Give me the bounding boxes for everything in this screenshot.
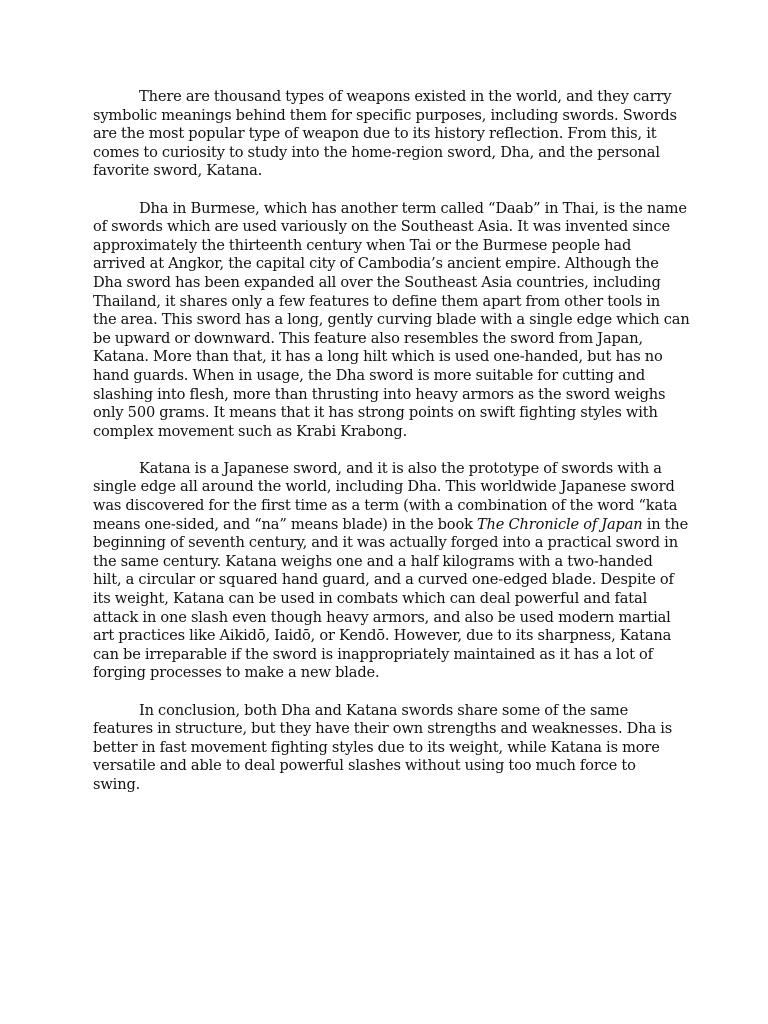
text-line: single edge all around the world, including Dha. This worldwide Japanese sword: [93, 478, 675, 496]
text-line: be upward or downward. This feature also resembles the sword from Japan,: [93, 329, 643, 347]
text-line: was discovered for the first time as a term (with a combination of the word “kata: [93, 497, 678, 515]
text-line: approximately the thirteenth century when Tai or the Burmese people had: [93, 236, 632, 254]
text-line: hand guards. When in usage, the Dha sword is more suitable for cutting and: [93, 366, 646, 384]
text-line: arrived at Angkor, the capital city of Cambodia’s ancient empire. Although the: [93, 255, 659, 273]
paragraph-intro: [93, 88, 675, 181]
text-line: symbolic meanings behind them for specific purposes, including swords. Swords: [93, 106, 677, 124]
text-line: In conclusion, both Dha and Katana swords share some of the same: [139, 701, 629, 719]
text-line: attack in one slash even though heavy armors, and also be used modern martial: [93, 608, 671, 626]
text-line: forging processes to make a new blade.: [93, 664, 380, 682]
text-line: its weight, Katana can be used in combats which can deal powerful and fatal: [93, 590, 648, 608]
text-line: can be irreparable if the sword is inappropriately maintained as it has a lot of: [93, 645, 653, 663]
text-line: hilt, a circular or squared hand guard, and a curved one-edged blade. Despite of: [93, 571, 674, 589]
book-title: The Chronicle of Japan: [476, 515, 643, 533]
text-fragment: means one-sided, and “na” means blade) in the book: [93, 515, 477, 533]
text-line: Dha sword has been expanded all over the Southeast Asia countries, including: [93, 273, 661, 291]
document-page: [93, 88, 690, 813]
text-line: the same century. Katana weighs one and a half kilograms with a two-handed: [93, 552, 653, 570]
text-line: complex movement such as Krabi Krabong.: [93, 422, 408, 440]
text-line: There are thousand types of weapons existed in the world, and they carry: [139, 88, 672, 105]
text-line: Katana. More than that, it has a long hilt which is used one-handed, but has no: [93, 348, 663, 366]
paragraph-katana: [93, 459, 689, 683]
text-line-with-title: [93, 515, 689, 535]
text-line: swing.: [93, 775, 141, 793]
text-line: art practices like Aikidō, Iaidō, or Kendō. However, due to its sharpness, Katana: [93, 627, 672, 645]
text-line: Thailand, it shares only a few features to define them apart from other tools in: [93, 292, 661, 310]
text-line: of swords which are used variously on the Southeast Asia. It was invented since: [93, 218, 670, 236]
text-line: features in structure, but they have their own strengths and weaknesses. Dha is: [93, 720, 673, 738]
text-line: favorite sword, Katana.: [93, 162, 263, 180]
text-line: are the most popular type of weapon due to its history reflection. From this, it: [93, 125, 657, 143]
text-line: versatile and able to deal powerful slashes without using too much force to: [93, 757, 636, 775]
text-line: beginning of seventh century, and it was actually forged into a practical sword in: [93, 534, 678, 552]
text-line: Dha in Burmese, which has another term called “Daab” in Thai, is the name: [139, 199, 687, 217]
text-line: slashing into flesh, more than thrusting into heavy armors as the sword weighs: [93, 385, 666, 403]
text-fragment: in the: [642, 515, 689, 533]
paragraph-dha: [93, 199, 690, 442]
text-line: the area. This sword has a long, gently curving blade with a single edge which can: [93, 311, 690, 329]
text-line: comes to curiosity to study into the home-region sword, Dha, and the personal: [93, 143, 660, 161]
text-line: only 500 grams. It means that it has strong points on swift fighting styles with: [93, 404, 658, 422]
text-line: Katana is a Japanese sword, and it is also the prototype of swords with a: [139, 459, 662, 477]
paragraph-conclusion: [93, 702, 675, 795]
text-line: better in fast movement fighting styles due to its weight, while Katana is more: [93, 738, 660, 756]
